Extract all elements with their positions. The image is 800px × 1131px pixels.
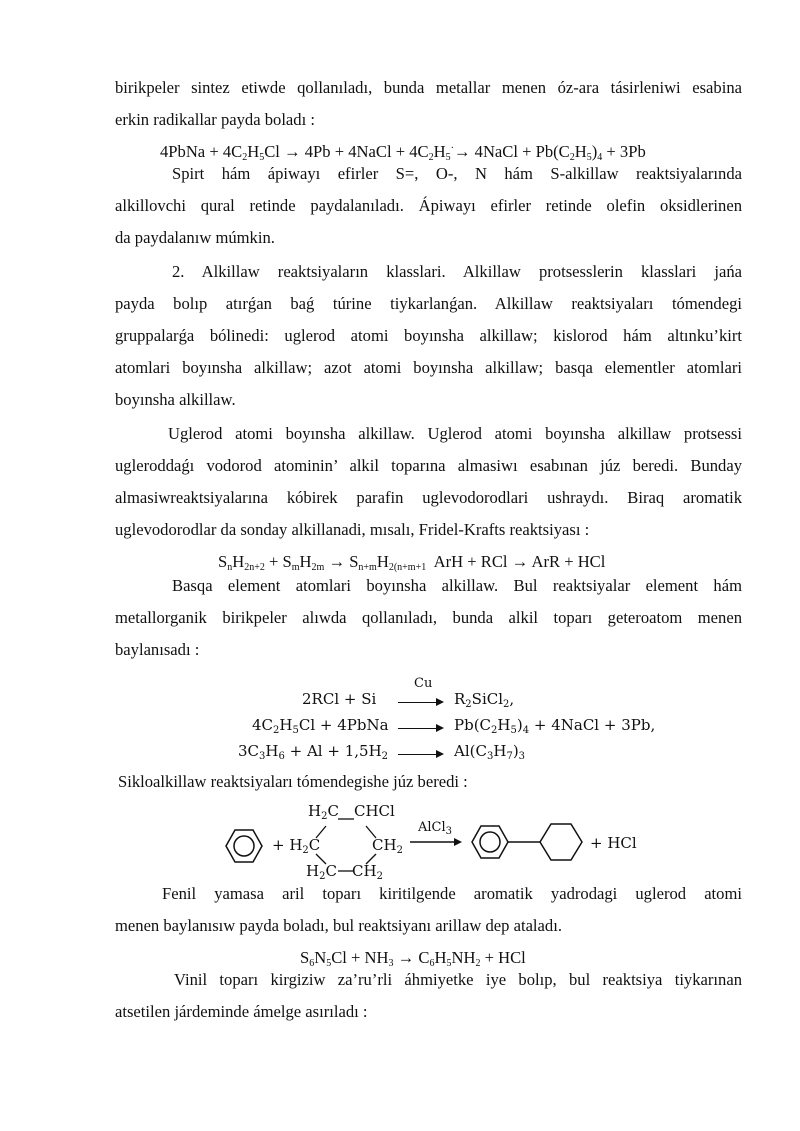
reaction-2-right: $Pb(C_2H_5)_4$ + 4NaCl + 3Pb, [454,716,656,736]
reaction-1-right: $R_2SiCl_2$, [454,690,515,710]
reaction-1-left: 2RCl + Si [302,690,377,708]
phenylcyclohexane-icon [472,824,582,860]
benzene-ring-icon [226,830,262,862]
ring-top-right: CHCl [354,802,395,820]
ring-top-left: $H_2C$ [308,802,339,822]
text-line: erkin radikallar payda boladı : [115,110,315,129]
text-line: boyınsha alkillaw. [115,390,236,409]
text-line: menen baylanısıw payda boladı, bul reaktsiyanı arillaw dep ataladı. [115,916,562,935]
equation-3: $S_6N_5Cl + NH_3 \to C_6H_5NH_2$ + HCl [300,948,526,969]
text-line: Uglerod atomi boyınsha alkillaw. Uglerod atomi boyınsha alkillaw protsessi [168,424,742,443]
text-line: payda bolıp atırǵan baǵ túrine tiykarlanǵan. Alkillaw reaktsiyaları tómendegi [115,294,742,313]
ring-bottom-right: $CH_2$ [352,862,383,882]
text-line: Sikloalkillaw reaktsiyaları tómendegishe júz beredi : [118,772,468,791]
text-line: Basqa element atomlari boyınsha alkillaw. Bul reaktsiyalar element hám [172,576,742,595]
ring-bottom-left: $H_2C$ [306,862,337,882]
equation-2: $S_nH_{2n+2} + S_mH_{2m} \to S_{n+m}H_{2(n+m+1}$ ArH + RCl → ArR + HCl [218,552,606,573]
text-line: atomlari boyınsha alkillaw; azot atomi boyınsha alkillaw; basqa elementler atomlari [115,358,742,377]
text-line: gruppalarǵa bólinedi: uglerod atomi boyınsha alkillaw; kislorod hám altınku’kirt [115,326,742,345]
text-line: 2. Alkillaw reaktsiyaların klasslari. Alkillaw protsesslerin klasslari jańa [172,262,742,281]
text-line: da paydalanıw múmkin. [115,228,275,247]
ring-mid-left: + $H_2C$ [272,836,321,856]
text-line: uglevodorodlar da sonday alkillanadi, mısalı, Fridel-Krafts reaktsiyası : [115,520,590,539]
text-line: Fenil yamasa aril toparı kiritilgende aromatik yadrodagi uglerod atomi [162,884,742,903]
ring-mid-right: $CH_2$ [372,836,403,856]
text-line: alkillovchi qural retinde paydalanıladı. Ápiwayı efirler retinde olefin oksidlerinen [115,196,742,215]
reaction-arrow [398,728,442,729]
reaction-arrow [398,754,442,755]
catalyst-label: Cu [414,676,433,691]
product-suffix: + HCl [590,834,637,852]
reaction-arrow [398,702,442,703]
text-line: Spirt hám ápiwayı efirler S=, O-, N hám S-alkillaw reaktsiyalarında [172,164,742,183]
text-line: Vinil toparı kirgiziw za’ru’rli áhmiyetke iye bolıp, bul reaktsiya tiykarınan [174,970,742,989]
text-line: almasiwreaktsiyalarına kóbirek parafin uglevodorodlari ushraydı. Biraq aromatik [115,488,742,507]
reaction-2-left: $4C_2H_5Cl$ + 4PbNa [252,716,389,736]
text-line: atsetilen járdeminde ámelge asırıladı : [115,1002,368,1021]
text-line: birikpeler sintez etiwde qollanıladı, bunda metallar menen óz-ara tásirleniwi esabina [115,78,742,97]
text-line: metallorganik birikpeler alıwda qollanıladı, bunda alkil toparı geteroatom menen [115,608,742,627]
equation-1: 4PbNa + $4C_2H_5Cl \to 4Pb$ + 4NaCl + $4C_2H_5^\cdot\to$ 4NaCl + $Pb(C_2H_5)_4 + 3Pb$ [160,142,646,163]
catalyst-label: AlCl$_3$ [418,820,453,837]
text-line: ugleroddaǵı vodorod atominin’ alkil toparına almasiwı esabınan júz beredi. Bunday [115,456,742,475]
reaction-3-right: $Al(C_3H_7)_3$ [454,742,526,762]
reaction-3-left: $3C_3H_6 + Al + 1,5H_2$ [238,742,389,762]
reaction-arrow [410,838,462,846]
text-line: baylanısadı : [115,640,200,659]
